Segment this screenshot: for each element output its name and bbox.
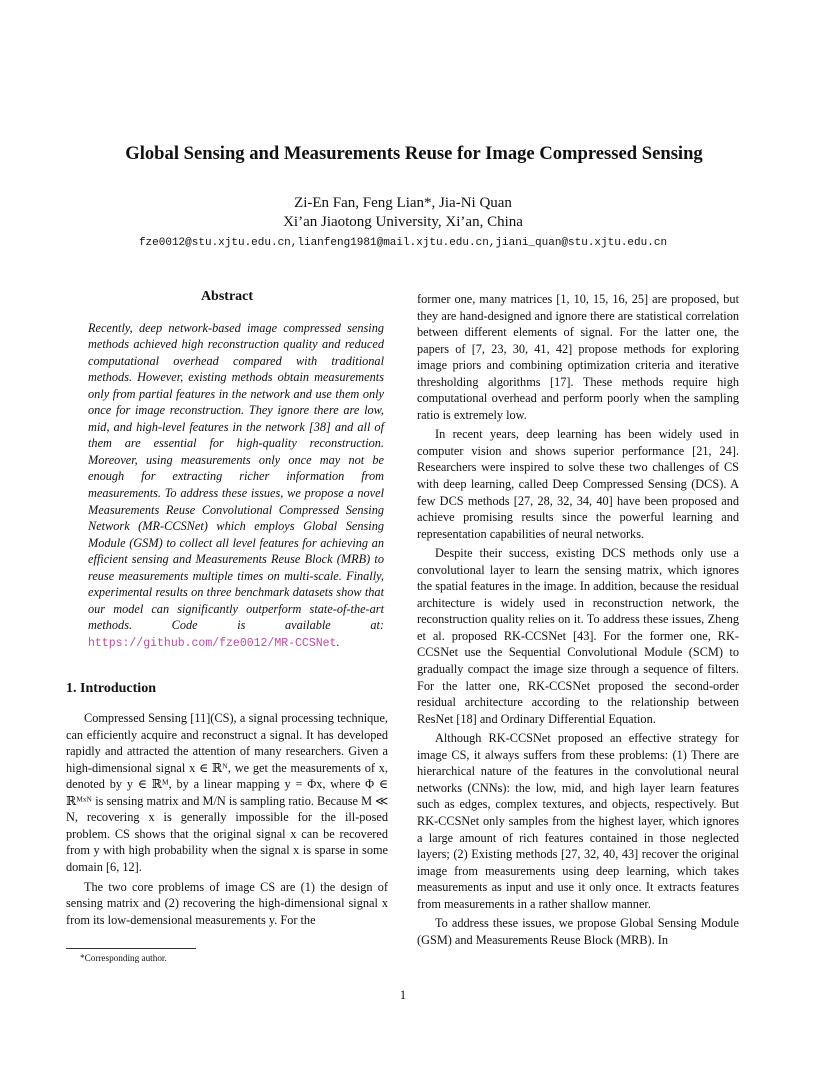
footnote-rule: [66, 948, 196, 949]
abstract-heading: Abstract: [200, 289, 254, 304]
right-column: [417, 291, 739, 951]
author-emails: fze0012@stu.xjtu.edu.cn,lianfeng1981@mail.xjtu.edu.cn,jiani_quan@stu.xjtu.edu.cn: [138, 237, 668, 249]
paper-title: Global Sensing and Measurements Reuse for Image Compressed Sensing: [125, 143, 703, 164]
right-paragraph-4: Although RK-CCSNet proposed an effective strategy for image CS, it always suffers from these problems: (1) There are hierarchical nature of the features in the convolutional neural networks (CNNs): the low, mid, and high layer learn features such as edges, complex textures, and objects, respectively. But RK-CCSNet only samples from the highest layer, which ignores a large amount of rich features contained in those neglected layers; (2) Existing methods [27, 32, 40, 43] recover the original image from measurements using deep learning, which takes measurements as input and use it only once. It extracts features from measurements in a rather shallow manner.: [417, 731, 739, 911]
affiliation: Xi’an Jiaotong University, Xi’an, China: [283, 214, 523, 230]
code-link[interactable]: https://github.com/fze0012/MR-CCSNet: [88, 636, 337, 650]
abstract-text: Recently, deep network-based image compressed sensing methods achieved high reconstruction quality and reduced computational overhead compared with traditional methods. However, existing methods obtain measurements only from partial features in the network and use them only once for image reconstruction. They ignore there are low, mid, and high-level features in the network [38] and all of them are essential for high-quality reconstruction. Moreover, using measurements only once may not be enough for extracting richer information from measurements. To address these issues, we propose a novel Measurements Reuse Convolutional Compressed Sensing Network (MR-CCSNet) which employs Global Sensing Module (GSM) to collect all level features for achieving an efficient sensing and Measurements Reuse Block (MRB) to reuse measurements multiple times on multi-scale. Finally, experimental results on three benchmark datasets show that our model can significantly outperform state-of-the-art methods. Code is available at: https://github.com/fze0012/MR-CCSNet.: [88, 320, 384, 650]
right-paragraph-1: former one, many matrices [1, 10, 15, 16, 25] are proposed, but they are hand-designed and ignore there are statistical correlation between different elements of signal. For the latter one, the papers of [7, 23, 30, 41, 42] propose methods for exploring image priors and combining optimization criteria and iterative thresholding algorithms [17]. These methods require high computational overhead and perform poorly when the sampling ratio is extremely low.: [417, 292, 739, 422]
section-heading-introduction: 1. Introduction: [66, 681, 156, 697]
intro-paragraph-2: The two core problems of image CS are (1) the design of sensing matrix and (2) recovering the high-dimensional signal x from its low-demensional measurements y. For the: [66, 879, 388, 927]
right-paragraph-5: To address these issues, we propose Global Sensing Module (GSM) and Measurements Reuse Block (MRB). In: [417, 916, 739, 947]
left-column: [66, 289, 388, 931]
right-paragraph-2: In recent years, deep learning has been widely used in computer vision and shows superior performance [21, 24]. Researchers were inspired to solve these two challenges of CS with deep learning, called Deep Compressed Sensing (DCS). A few DCS methods [27, 28, 32, 34, 40] have been proposed and achieve promising results since the powerful learning and representation capabilities of neural networks.: [417, 427, 739, 541]
page-number: 1: [399, 988, 407, 1002]
footnote: *Corresponding author.: [80, 953, 167, 963]
right-paragraph-3: Despite their success, existing DCS methods only use a convolutional layer to learn the sensing matrix, which ignores the spatial features in the image. In addition, because the residual architecture is widely used in reconstruction network, the reconstruction quality relies on it. To address these issues, Zheng et al. proposed RK-CCSNet [43]. For the former one, RK-CCSNet use the Sequential Convolutional Module (SCM) to gradually compact the image size through a sequence of filters. For the latter one, RK-CCSNet proposed the second-order residual architecture according to the relationship between ResNet [18] and Ordinary Differential Equation.: [417, 546, 739, 726]
intro-paragraph-1: Compressed Sensing [11](CS), a signal processing technique, can efficiently acquire and reconstruct a signal. It has developed rapidly and attracted the attention of many researchers. Given a high-dimensional signal x ∈ ℝᴺ, we get the measurements of x, denoted by y ∈ ℝᴹ, by a linear mapping y = Φx, where Φ ∈ ℝᴹˣᴺ is sensing matrix and M/N is sampling ratio. Because M ≪ N, recovering x is generally impossible for the ill-posed problem. CS shows that the original signal x can be recovered from y with high probability when the signal x is sparse in some domain [6, 12].: [66, 711, 388, 874]
author-list: Zi-En Fan, Feng Lian*, Jia-Ni Quan: [294, 195, 512, 211]
